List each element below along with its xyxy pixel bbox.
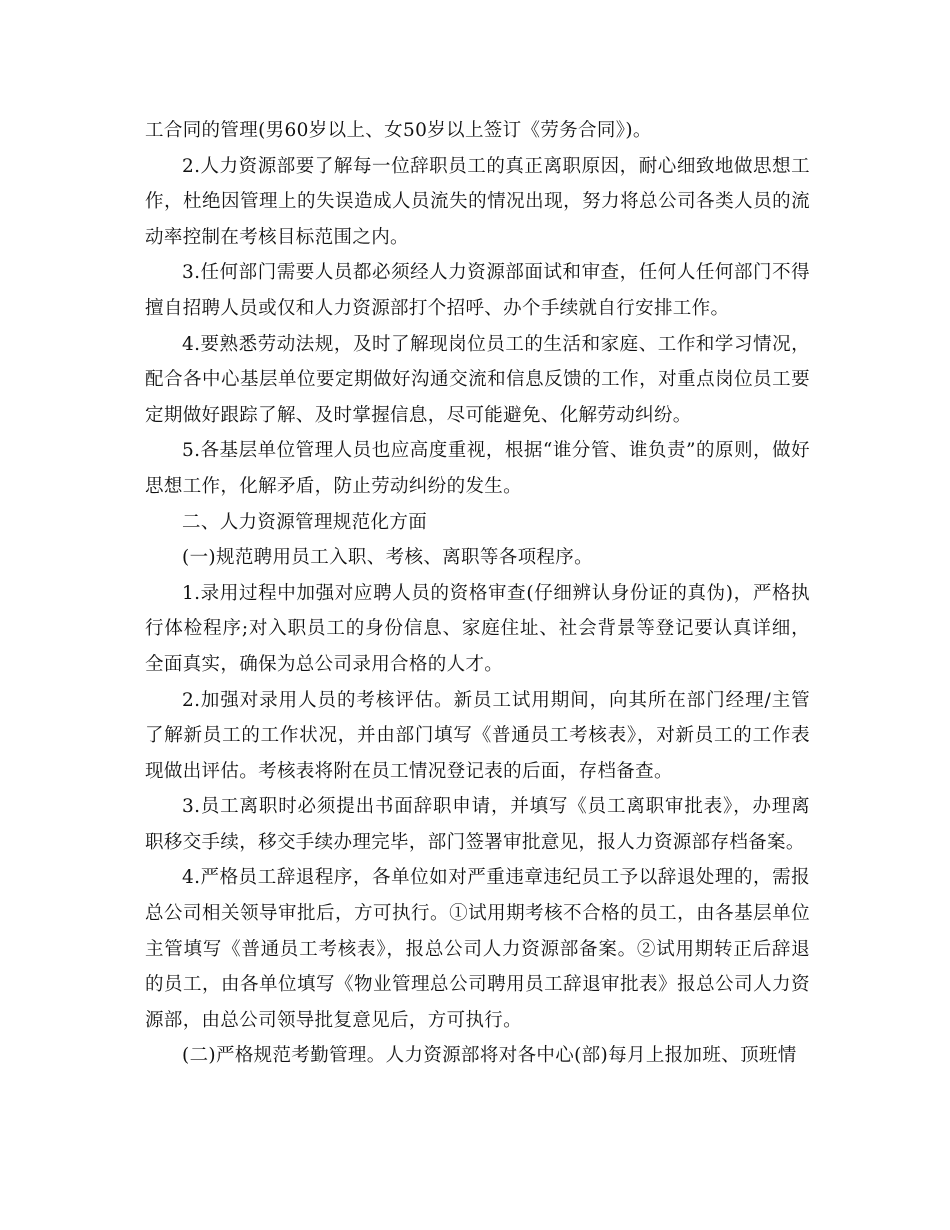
paragraph-hiring-approval: 3.任何部门需要人员都必须经人力资源部面试和审查，任何人任何部门不得擅自招聘人员或仅和人力资源部打个招呼、办个手续就自行安排工作。 [145, 262, 810, 319]
paragraph-dismissal-procedure: 4.严格员工辞退程序，各单位如对严重违章违纪员工予以辞退处理的，需报总公司相关领导审批后，方可执行。①试用期考核不合格的员工，由各基层单位主管填写《普通员工考核表》，报总公司人力资源部备案。②试用期转正后辞退的员工，由各单位填写《物业管理总公司聘用员工辞退审批表》报总公司人力资源部，由总公司领导批复意见后，方可执行。 [145, 867, 810, 1031]
subsection-heading-attendance: (二)严格规范考勤管理。人力资源部将对各中心(部)每月上报加班、顶班情 [182, 1045, 797, 1067]
paragraph-evaluation: 2.加强对录用人员的考核评估。新员工试用期间，向其所在部门经理/主管了解新员工的工作状况，并由部门填写《普通员工考核表》，对新员工的工作表现做出评估。考核表将附在员工情况登记表的后面，存档备查。 [145, 689, 810, 782]
paragraph-resignation-reasons: 2.人力资源部要了解每一位辞职员工的真正离职原因，耐心细致地做思想工作，杜绝因管理上的失误造成人员流失的情况出现，努力将总公司各类人员的流动率控制在考核目标范围之内。 [145, 155, 810, 248]
paragraph-recruitment-review: 1.录用过程中加强对应聘人员的资格审查(仔细辨认身份证的真伪)，严格执行体检程序;对入职员工的身份信息、家庭住址、社会背景等登记要认真详细，全面真实，确保为总公司录用合格的人才。 [145, 582, 810, 675]
document-body [145, 113, 810, 1074]
paragraph-resignation-procedure: 3.员工离职时必须提出书面辞职申请，并填写《员工离职审批表》，办理离职移交手续，移交手续办理完毕，部门签署审批意见，报人力资源部存档备案。 [145, 796, 810, 853]
paragraph-contract-management: 工合同的管理(男60岁以上、女50岁以上签订《劳务合同》)。 [145, 120, 652, 141]
subsection-heading-procedures: (一)规范聘用员工入职、考核、离职等各项程序。 [182, 547, 593, 569]
paragraph-manager-responsibility: 5.各基层单位管理人员也应高度重视，根据“谁分管、谁负责”的原则，做好思想工作，化解矛盾，防止劳动纠纷的发生。 [145, 440, 810, 497]
paragraph-labor-law: 4.要熟悉劳动法规，及时了解现岗位员工的生活和家庭、工作和学习情况，配合各中心基层单位要定期做好沟通交流和信息反馈的工作，对重点岗位员工要定期做好跟踪了解、及时掌握信息，尽可能避免、化解劳动纠纷。 [145, 333, 810, 426]
section-heading-standardization: 二、人力资源管理规范化方面 [182, 511, 428, 533]
